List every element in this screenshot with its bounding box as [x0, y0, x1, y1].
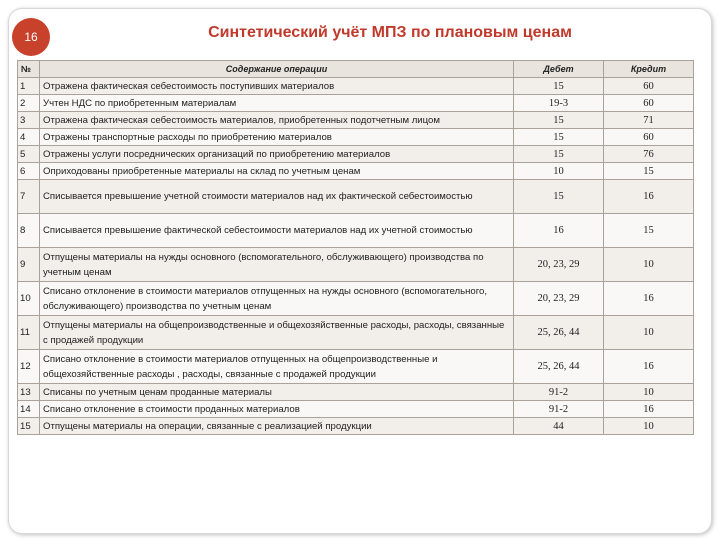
table-row [18, 316, 694, 350]
row-operation: Списывается превышение учетной стоимости материалов над их фактической себестоимостью [40, 180, 514, 214]
header-credit: Кредит [604, 61, 694, 78]
row-credit: 16 [604, 350, 694, 384]
row-operation: Отражена фактическая себестоимость поступивших материалов [40, 78, 514, 95]
row-operation: Отпущены материалы на операции, связанные с реализацией продукции [40, 418, 514, 435]
row-operation: Списано отклонение в стоимости материалов отпущенных на общепроизводственные и общехозяйственные расходы , расходы, связанные с продажей продукции [40, 350, 514, 384]
table-row [18, 248, 694, 282]
table-row [18, 163, 694, 180]
row-debit: 15 [514, 78, 604, 95]
row-debit: 15 [514, 112, 604, 129]
row-debit: 20, 23, 29 [514, 282, 604, 316]
row-number: 14 [18, 401, 40, 418]
row-number: 6 [18, 163, 40, 180]
row-credit: 15 [604, 163, 694, 180]
row-debit: 10 [514, 163, 604, 180]
table-header-row [18, 61, 694, 78]
row-number: 10 [18, 282, 40, 316]
table-row [18, 95, 694, 112]
row-operation: Отражена фактическая себестоимость материалов, приобретенных подотчетным лицом [40, 112, 514, 129]
row-number: 12 [18, 350, 40, 384]
row-credit: 10 [604, 384, 694, 401]
row-number: 15 [18, 418, 40, 435]
table-row [18, 401, 694, 418]
row-credit: 16 [604, 180, 694, 214]
row-credit: 16 [604, 401, 694, 418]
table-row [18, 214, 694, 248]
row-debit: 20, 23, 29 [514, 248, 604, 282]
table-row [18, 350, 694, 384]
row-operation: Списаны по учетным ценам проданные материалы [40, 384, 514, 401]
slide-title: Синтетический учёт МПЗ по плановым ценам [208, 24, 572, 41]
row-debit: 15 [514, 129, 604, 146]
row-operation: Отпущены материалы на нужды основного (вспомогательного, обслуживающего) производства по учетным ценам [40, 248, 514, 282]
row-debit: 25, 26, 44 [514, 316, 604, 350]
row-operation: Списано отклонение в стоимости материалов отпущенных на нужды основного (вспомогательного, обслуживающего) производства по учетным ценам [40, 282, 514, 316]
row-credit: 10 [604, 418, 694, 435]
row-credit: 60 [604, 78, 694, 95]
row-number: 4 [18, 129, 40, 146]
row-credit: 60 [604, 95, 694, 112]
header-operation: Содержание операции [40, 61, 514, 78]
row-credit: 76 [604, 146, 694, 163]
row-number: 5 [18, 146, 40, 163]
row-debit: 15 [514, 146, 604, 163]
row-debit: 19-3 [514, 95, 604, 112]
table-row [18, 129, 694, 146]
row-number: 11 [18, 316, 40, 350]
row-number: 3 [18, 112, 40, 129]
row-debit: 91-2 [514, 401, 604, 418]
row-operation: Отпущены материалы на общепроизводственные и общехозяйственные расходы, расходы, связанные с продажей продукции [40, 316, 514, 350]
row-credit: 71 [604, 112, 694, 129]
row-operation: Списывается превышение фактической себестоимости материалов над их учетной стоимостью [40, 214, 514, 248]
table-row [18, 78, 694, 95]
row-debit: 25, 26, 44 [514, 350, 604, 384]
row-operation: Учтен НДС по приобретенным материалам [40, 95, 514, 112]
table-row [18, 180, 694, 214]
row-number: 1 [18, 78, 40, 95]
row-credit: 60 [604, 129, 694, 146]
header-number: № [18, 61, 40, 78]
accounting-entries-table [17, 60, 694, 435]
row-debit: 44 [514, 418, 604, 435]
row-number: 9 [18, 248, 40, 282]
row-operation: Отражены услуги посреднических организаций по приобретению материалов [40, 146, 514, 163]
row-credit: 10 [604, 248, 694, 282]
row-operation: Отражены транспортные расходы по приобретению материалов [40, 129, 514, 146]
row-credit: 16 [604, 282, 694, 316]
table-row [18, 282, 694, 316]
table-row [18, 384, 694, 401]
table-row [18, 146, 694, 163]
header-debit: Дебет [514, 61, 604, 78]
slide-number-badge: 16 [12, 18, 50, 56]
row-credit: 15 [604, 214, 694, 248]
row-number: 8 [18, 214, 40, 248]
row-operation: Списано отклонение в стоимости проданных материалов [40, 401, 514, 418]
row-number: 2 [18, 95, 40, 112]
row-credit: 10 [604, 316, 694, 350]
row-debit: 91-2 [514, 384, 604, 401]
row-debit: 15 [514, 180, 604, 214]
row-debit: 16 [514, 214, 604, 248]
table-row [18, 112, 694, 129]
row-number: 13 [18, 384, 40, 401]
table-row [18, 418, 694, 435]
row-operation: Оприходованы приобретенные материалы на склад по учетным ценам [40, 163, 514, 180]
row-number: 7 [18, 180, 40, 214]
